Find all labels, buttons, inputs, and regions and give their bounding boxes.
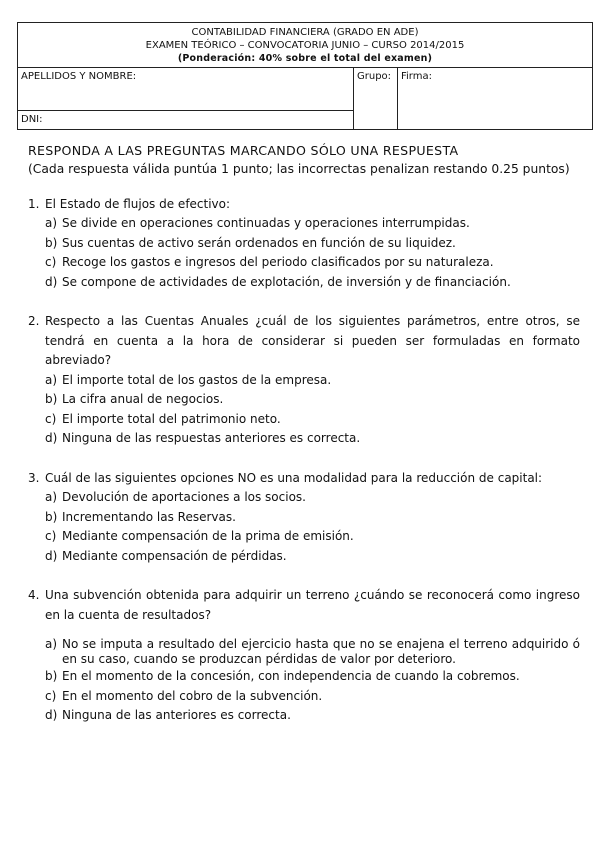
answer-option-3a[interactable]: a) Devolución de aportaciones a los socios. (45, 490, 306, 505)
question-number: 3. (28, 470, 40, 485)
question-text: El Estado de flujos de efectivo: (45, 196, 231, 211)
answer-option-1d[interactable]: d) Se compone de actividades de explotación, de inversión y de financiación. (45, 274, 511, 289)
instructions-title: RESPONDA A LAS PREGUNTAS MARCANDO SÓLO UNA RESPUESTA (28, 143, 459, 158)
answer-option-1a[interactable]: a) Se divide en operaciones continuadas y operaciones interrumpidas. (45, 216, 470, 231)
answer-option-3d[interactable]: d) Mediante compensación de pérdidas. (45, 548, 287, 563)
exam-content (28, 142, 580, 726)
answer-option-2a[interactable]: a) El importe total de los gastos de la empresa. (45, 372, 332, 387)
answer-option-3c[interactable]: c) Mediante compensación de la prima de emisión. (45, 529, 354, 544)
answer-option-4c[interactable]: c) En el momento del cobro de la subvención. (45, 688, 323, 703)
signature-field[interactable] (398, 68, 593, 130)
name-label: APELLIDOS Y NOMBRE: (21, 71, 137, 82)
dni-label: DNI: (21, 114, 43, 125)
signature-label: Firma: (401, 71, 432, 82)
answer-option-1c[interactable]: c) Recoge los gastos e ingresos del periodo clasificados por su naturaleza. (45, 255, 494, 270)
question-3 (28, 469, 580, 567)
answer-option-2b[interactable]: b) La cifra anual de negocios. (45, 392, 224, 407)
answer-option-4a[interactable]: a) No se imputa a resultado del ejercicio hasta que no se enajena el terreno adquirido ó en su caso, cuando se produzcan pérdidas de valor por deterioro. (45, 637, 580, 667)
dni-field[interactable] (18, 111, 354, 130)
answer-option-4d[interactable]: d) Ninguna de las anteriores es correcta. (45, 708, 291, 723)
answer-option-3b[interactable]: b) Incrementando las Reservas. (45, 509, 236, 524)
question-number: 2. (28, 314, 40, 329)
question-2 (28, 312, 580, 449)
answer-option-2d[interactable]: d) Ninguna de las respuestas anteriores es correcta. (45, 431, 361, 446)
exam-subtitle: EXAMEN TEÓRICO – CONVOCATORIA JUNIO – CURSO 2014/2015 (145, 40, 465, 51)
course-title: CONTABILIDAD FINANCIERA (GRADO EN ADE) (191, 27, 419, 38)
question-number: 1. (28, 196, 40, 211)
name-field[interactable] (18, 68, 354, 111)
question-text: Respecto a las Cuentas Anuales ¿cuál de los siguientes parámetros, entre otros, se tendrá en cuenta a la hora de considerar si pueden ser formuladas en formato abreviado? (45, 314, 580, 368)
answer-option-4b[interactable]: b) En el momento de la concesión, con independencia de cuando la cobremos. (45, 669, 520, 684)
exam-header-table (17, 22, 593, 130)
answer-option-2c[interactable]: c) El importe total del patrimonio neto. (45, 411, 281, 426)
exam-title-cell (18, 23, 593, 68)
question-4 (28, 586, 580, 726)
answer-option-1b[interactable]: b) Sus cuentas de activo serán ordenados en función de su liquidez. (45, 235, 456, 250)
question-1 (28, 195, 580, 293)
instructions-scoring: (Cada respuesta válida puntúa 1 punto; las incorrectas penalizan restando 0.25 puntos) (28, 161, 570, 176)
weighting-note: (Ponderación: 40% sobre el total del examen) (177, 53, 433, 64)
question-number: 4. (28, 588, 40, 603)
group-label: Grupo: (357, 71, 392, 82)
question-text: Una subvención obtenida para adquirir un terreno ¿cuándo se reconocerá como ingreso en la cuenta de resultados? (45, 588, 580, 622)
group-field[interactable] (354, 68, 398, 130)
question-text: Cuál de las siguientes opciones NO es una modalidad para la reducción de capital: (45, 470, 543, 485)
